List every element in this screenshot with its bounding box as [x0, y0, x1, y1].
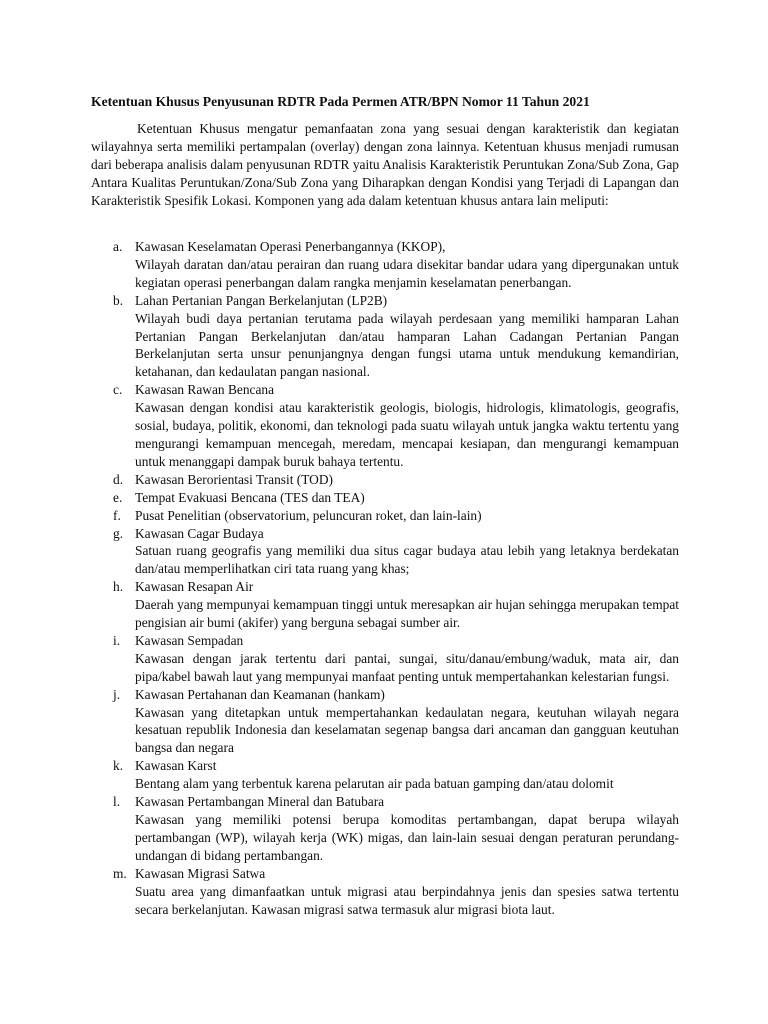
list-item	[91, 507, 679, 525]
list-item-title: Kawasan Pertahanan dan Keamanan (hankam)	[135, 686, 385, 702]
list-item	[91, 757, 679, 793]
list-item-title: Kawasan Migrasi Satwa	[135, 865, 266, 881]
list-item-title: Kawasan Resapan Air	[135, 579, 254, 595]
list-item-marker: j.	[113, 686, 121, 702]
list-item	[91, 578, 679, 632]
list-item-description: Wilayah budi daya pertanian terutama pada wilayah perdesaan yang memiliki hamparan Lahan Pertanian Pangan Berkelanjutan dan/atau hamparan Lahan Cadangan Pertanian Pangan Berkelanjutan serta unsur penunjangnya dengan fungsi utama untuk mendukung kemandirian, ketahanan, dan kedaulatan pangan nasional.	[135, 310, 679, 380]
list-item-description: Kawasan dengan kondisi atau karakteristik geologis, biologis, hidrologis, klimatologis, geografis, sosial, budaya, politik, ekonomi, dan teknologi pada suatu wilayah untuk jangka waktu tertentu yang mengurangi kemampuan mencegah, meredam, mencapai kesiapan, dan mengurangi kemampuan untuk menanggapi dampak buruk bahaya tertentu.	[135, 400, 679, 469]
intro-paragraph: Ketentuan Khusus mengatur pemanfaatan zona yang sesuai dengan karakteristik dan kegiatan wilayahnya serta memiliki pertampalan (overlay) dengan zona lainnya. Ketentuan khusus menjadi rumusan dari beberapa analisis dalam penyusunan RDTR yaitu Analisis Karakteristik Peruntukan Zona/Sub Zona, Gap Antara Kualitas Peruntukan/Zona/Sub Zona yang Diharapkan dengan Kondisi yang Terjadi di Lapangan dan Karakteristik Spesifik Lokasi. Komponen yang ada dalam ketentuan khusus antara lain meliputi:	[91, 121, 679, 208]
list-item-marker: h.	[113, 579, 124, 595]
list-item-marker: b.	[113, 292, 124, 308]
list-item-title: Kawasan Keselamatan Operasi Penerbangannya (KKOP),	[135, 239, 446, 254]
list-item-description: Kawasan dengan jarak tertentu dari pantai, sungai, situ/danau/embung/waduk, mata air, dan pipa/kabel bawah laut yang mempunyai manfaat penting untuk mempertahankan kelestarian fungsi.	[135, 650, 679, 684]
list-item	[91, 632, 679, 686]
list-item-title: Kawasan Pertambangan Mineral dan Batubara	[135, 794, 385, 810]
list-item-title: Kawasan Rawan Bencana	[135, 382, 275, 398]
list-item-description: Kawasan yang memiliki potensi berupa komoditas pertambangan, dapat berupa wilayah pertambangan (WP), wilayah kerja (WK) migas, dan lain-lain sesuai dengan peraturan perundang-undangan di bidang pertambangan.	[135, 812, 679, 863]
list-item-title: Kawasan Karst	[135, 758, 217, 774]
list-item	[91, 525, 679, 579]
list-item-description: Wilayah daratan dan/atau perairan dan ruang udara disekitar bandar udara yang dipergunakan untuk kegiatan operasi penerbangan dalam rangka menjamin keselamatan penerbangan.	[135, 256, 679, 290]
list-item-marker: l.	[113, 794, 121, 810]
list-item-description: Daerah yang mempunyai kemampuan tinggi untuk meresapkan air hujan sehingga merupakan tempat pengisian air bumi (akifer) yang berguna sebagai sumber air.	[135, 597, 679, 631]
list-item-marker: i.	[113, 632, 121, 648]
list-item-title: Tempat Evakuasi Bencana (TES dan TEA)	[135, 489, 365, 505]
list-item-marker: f.	[113, 507, 121, 523]
list-item	[91, 381, 679, 471]
list-item-marker: k.	[113, 758, 124, 774]
list-item-marker: d.	[113, 471, 124, 487]
list-item-marker: a.	[113, 239, 123, 254]
list-item	[91, 865, 679, 919]
list-item-title: Lahan Pertanian Pangan Berkelanjutan (LP2B)	[135, 292, 388, 308]
list-item-title: Pusat Penelitian (observatorium, peluncuran roket, dan lain-lain)	[135, 507, 482, 523]
list-item-description: Satuan ruang geografis yang memiliki dua situs cagar budaya atau lebih yang letaknya berdekatan dan/atau memperlihatkan ciri tata ruang yang khas;	[135, 543, 679, 577]
list-item-marker: m.	[113, 865, 127, 881]
list-item-title: Kawasan Cagar Budaya	[135, 525, 264, 541]
list-item	[91, 471, 679, 489]
document-title: Ketentuan Khusus Penyusunan RDTR Pada Permen ATR/BPN Nomor 11 Tahun 2021	[91, 94, 590, 109]
list-item-description: Suatu area yang dimanfaatkan untuk migrasi atau berpindahnya jenis dan spesies satwa tertentu secara berkelanjutan. Kawasan migrasi satwa termasuk alur migrasi biota laut.	[135, 883, 679, 917]
list-item	[91, 489, 679, 507]
list-item	[91, 292, 679, 382]
list-item-marker: c.	[113, 382, 123, 398]
list-item	[91, 238, 679, 292]
component-list	[91, 238, 679, 918]
list-item-marker: g.	[113, 525, 124, 541]
list-item	[91, 686, 679, 758]
list-item-title: Kawasan Sempadan	[135, 632, 244, 648]
list-item	[91, 793, 679, 865]
list-item-description: Bentang alam yang terbentuk karena pelarutan air pada batuan gamping dan/atau dolomit	[135, 776, 614, 792]
list-item-description: Kawasan yang ditetapkan untuk mempertahankan kedaulatan negara, keutuhan wilayah negara kesatuan republik Indonesia dan keselamatan segenap bangsa dari ancaman dan gangguan keutuhan bangsa dan negara	[135, 704, 679, 756]
list-item-title: Kawasan Berorientasi Transit (TOD)	[135, 471, 333, 487]
list-item-marker: e.	[113, 489, 123, 505]
